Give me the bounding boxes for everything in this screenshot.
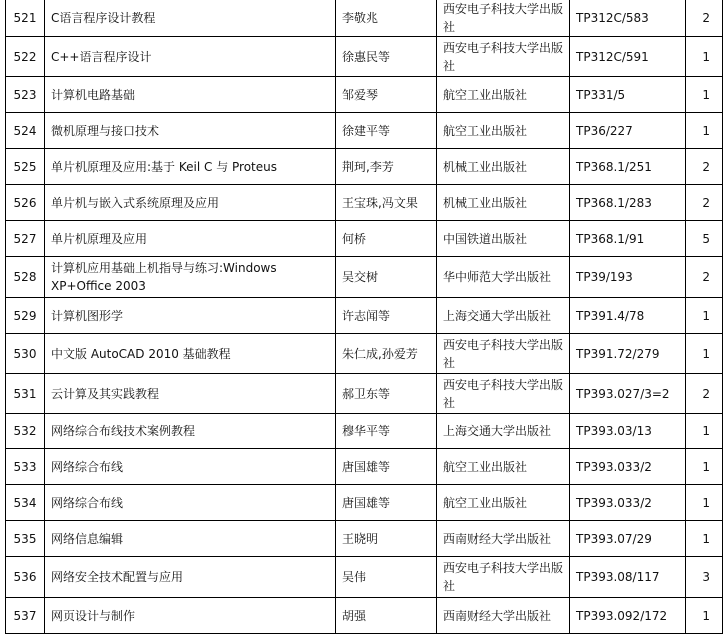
call-number: TP312C/583 [570,0,686,37]
call-number: TP36/227 [570,113,686,149]
row-number: 528 [6,257,45,298]
quantity: 1 [686,414,723,449]
book-author: 郝卫东等 [336,374,437,414]
book-publisher: 机械工业出版社 [437,149,570,185]
row-number: 523 [6,77,45,113]
book-publisher: 西南财经大学出版社 [437,521,570,557]
book-list-table [5,0,723,634]
book-author: 唐国雄等 [336,485,437,521]
row-number: 530 [6,334,45,374]
book-publisher: 航空工业出版社 [437,77,570,113]
quantity: 2 [686,257,723,298]
table-row [6,37,723,77]
row-number: 529 [6,298,45,334]
quantity: 2 [686,374,723,414]
quantity: 1 [686,77,723,113]
book-publisher: 西安电子科技大学出版社 [437,37,570,77]
book-publisher: 华中师范大学出版社 [437,257,570,298]
table-row [6,334,723,374]
quantity: 1 [686,485,723,521]
book-publisher: 航空工业出版社 [437,485,570,521]
book-title: C语言程序设计教程 [45,0,336,37]
quantity: 1 [686,449,723,485]
quantity: 1 [686,298,723,334]
book-title: 网络综合布线 [45,485,336,521]
call-number: TP393.07/29 [570,521,686,557]
call-number: TP393.033/2 [570,449,686,485]
quantity: 2 [686,0,723,37]
quantity: 1 [686,598,723,634]
book-title: 云计算及其实践教程 [45,374,336,414]
book-author: 吴伟 [336,557,437,598]
book-title: 计算机图形学 [45,298,336,334]
book-publisher: 西安电子科技大学出版社 [437,374,570,414]
book-publisher: 西南财经大学出版社 [437,598,570,634]
book-publisher: 机械工业出版社 [437,185,570,221]
call-number: TP331/5 [570,77,686,113]
table-row [6,557,723,598]
book-author: 朱仁成,孙爱芳 [336,334,437,374]
quantity: 1 [686,334,723,374]
book-publisher: 上海交通大学出版社 [437,414,570,449]
book-title: 网络信息编辑 [45,521,336,557]
row-number: 521 [6,0,45,37]
quantity: 2 [686,149,723,185]
call-number: TP391.72/279 [570,334,686,374]
call-number: TP393.033/2 [570,485,686,521]
table-row [6,414,723,449]
row-number: 536 [6,557,45,598]
book-publisher: 西安电子科技大学出版社 [437,334,570,374]
book-title: 微机原理与接口技术 [45,113,336,149]
table-row [6,485,723,521]
book-publisher: 西安电子科技大学出版社 [437,557,570,598]
quantity: 5 [686,221,723,257]
call-number: TP393.03/13 [570,414,686,449]
book-author: 徐惠民等 [336,37,437,77]
quantity: 3 [686,557,723,598]
row-number: 527 [6,221,45,257]
book-author: 吴交树 [336,257,437,298]
book-title: 网络综合布线技术案例教程 [45,414,336,449]
book-author: 唐国雄等 [336,449,437,485]
call-number: TP368.1/91 [570,221,686,257]
row-number: 537 [6,598,45,634]
call-number: TP368.1/251 [570,149,686,185]
book-author: 胡强 [336,598,437,634]
quantity: 1 [686,521,723,557]
book-title: 计算机应用基础上机指导与练习:Windows XP+Office 2003 [45,257,336,298]
call-number: TP393.08/117 [570,557,686,598]
quantity: 1 [686,113,723,149]
book-publisher: 中国铁道出版社 [437,221,570,257]
call-number: TP393.092/172 [570,598,686,634]
book-publisher: 上海交通大学出版社 [437,298,570,334]
book-title: C++语言程序设计 [45,37,336,77]
row-number: 534 [6,485,45,521]
book-title: 单片机原理及应用 [45,221,336,257]
book-author: 王晓明 [336,521,437,557]
table-row [6,185,723,221]
table-row [6,0,723,37]
book-author: 何桥 [336,221,437,257]
row-number: 524 [6,113,45,149]
row-number: 532 [6,414,45,449]
book-title: 单片机原理及应用:基于 Keil C 与 Proteus [45,149,336,185]
book-publisher: 西安电子科技大学出版社 [437,0,570,37]
table-row [6,598,723,634]
row-number: 531 [6,374,45,414]
book-title: 网络安全技术配置与应用 [45,557,336,598]
quantity: 1 [686,37,723,77]
book-author: 王宝珠,冯文果 [336,185,437,221]
table-row [6,521,723,557]
book-title: 网络综合布线 [45,449,336,485]
call-number: TP312C/591 [570,37,686,77]
table-row [6,298,723,334]
row-number: 535 [6,521,45,557]
book-title: 网页设计与制作 [45,598,336,634]
book-publisher: 航空工业出版社 [437,113,570,149]
row-number: 522 [6,37,45,77]
book-title: 单片机与嵌入式系统原理及应用 [45,185,336,221]
table-row [6,113,723,149]
book-author: 徐建平等 [336,113,437,149]
book-author: 穆华平等 [336,414,437,449]
table-row [6,449,723,485]
table-row [6,221,723,257]
call-number: TP39/193 [570,257,686,298]
call-number: TP393.027/3=2 [570,374,686,414]
quantity: 2 [686,185,723,221]
book-title: 计算机电路基础 [45,77,336,113]
table-row [6,149,723,185]
book-title: 中文版 AutoCAD 2010 基础教程 [45,334,336,374]
call-number: TP368.1/283 [570,185,686,221]
table-row [6,374,723,414]
book-author: 许志闻等 [336,298,437,334]
call-number: TP391.4/78 [570,298,686,334]
table-row [6,257,723,298]
table-row [6,77,723,113]
book-author: 邹爱琴 [336,77,437,113]
row-number: 533 [6,449,45,485]
row-number: 526 [6,185,45,221]
book-author: 李敬兆 [336,0,437,37]
book-author: 荆珂,李芳 [336,149,437,185]
row-number: 525 [6,149,45,185]
book-publisher: 航空工业出版社 [437,449,570,485]
